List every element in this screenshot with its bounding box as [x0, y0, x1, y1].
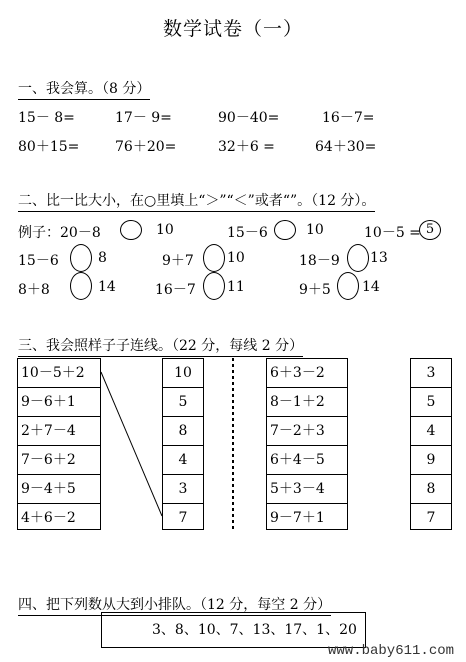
expression-cell[interactable]: 10－5＋2: [18, 359, 100, 388]
page-title: 数学试卷（一）: [162, 18, 303, 40]
number-cell[interactable]: 4: [163, 446, 203, 475]
compare-circle-filled: 5: [419, 220, 441, 240]
compare-right-r2-c1: 14: [98, 279, 116, 295]
section1-heading: 一、我会算。（8 分）: [18, 78, 150, 100]
number-cell[interactable]: 3: [411, 359, 451, 388]
problem-s1-r2-c1: 80＋15=: [18, 139, 80, 155]
problem-s1-r1-c1: 15－ 8=: [18, 110, 75, 126]
example-label: 例子：20－8: [18, 225, 101, 241]
expression-cell[interactable]: 7－2＋3: [267, 417, 347, 446]
compare-left-r2-c1: 8＋8: [18, 282, 50, 298]
expression-cell[interactable]: 4＋6－2: [21, 510, 76, 526]
compare-left-r1-c3: 18－9: [299, 253, 340, 269]
expression-cell[interactable]: 6＋4－5: [267, 446, 347, 475]
right-number-box: [410, 358, 452, 530]
expression-cell[interactable]: 9－7＋1: [270, 510, 325, 526]
compare-left-r1-c2: 9＋7: [162, 253, 194, 269]
expression-cell[interactable]: 9－6＋1: [18, 388, 100, 417]
compare-right-r2-c2: 11: [227, 279, 245, 295]
right-expression-box: [266, 358, 348, 530]
number-cell[interactable]: 10: [163, 359, 203, 388]
number-cell[interactable]: 7: [426, 510, 436, 526]
example-left-3: 10－5 =: [364, 225, 421, 241]
example-left-2: 15－6: [227, 225, 268, 241]
compare-left-r1-c1: 15－6: [18, 253, 59, 269]
compare-right-r2-c3: 14: [362, 279, 380, 295]
problem-s1-r1-c2: 17－ 9=: [115, 110, 172, 126]
section4-heading: 四、把下列数从大到小排队。（12 分，每空 2 分）: [18, 594, 331, 616]
expression-cell[interactable]: 9－4＋5: [18, 475, 100, 504]
number-cell[interactable]: 3: [163, 475, 203, 504]
problem-s1-r1-c4: 16－7=: [322, 110, 375, 126]
number-cell[interactable]: 8: [163, 417, 203, 446]
number-cell[interactable]: 7: [178, 510, 188, 526]
watermark: www.baby611.com: [328, 643, 455, 659]
example-right-2: 10: [306, 222, 324, 238]
expression-cell[interactable]: 2＋7－4: [18, 417, 100, 446]
problem-s1-r2-c2: 76＋20=: [115, 139, 177, 155]
problem-s1-r2-c3: 32＋6 =: [218, 139, 275, 155]
example-right-1: 10: [156, 222, 174, 238]
compare-left-r2-c3: 9＋5: [299, 282, 331, 298]
problem-s1-r2-c4: 64＋30=: [315, 139, 377, 155]
number-cell[interactable]: 5: [411, 388, 451, 417]
expression-cell[interactable]: 7－6＋2: [18, 446, 100, 475]
expression-cell[interactable]: 6＋3－2: [267, 359, 347, 388]
problem-s1-r1-c3: 90－40=: [218, 110, 280, 126]
expression-cell[interactable]: 8－1＋2: [267, 388, 347, 417]
number-sequence-box: [101, 612, 366, 648]
section2-heading: 二、比一比大小，在○里填上“＞”“＜”或者“”。（12 分）。: [18, 190, 375, 212]
number-cell[interactable]: 4: [411, 417, 451, 446]
compare-right-r1-c3: 13: [370, 250, 388, 266]
number-cell[interactable]: 5: [163, 388, 203, 417]
compare-right-r1-c1: 8: [98, 250, 107, 266]
section3-heading: 三、我会照样子子连线。（22 分，每线 2 分）: [18, 335, 303, 357]
number-cell[interactable]: 8: [411, 475, 451, 504]
compare-right-r1-c2: 10: [227, 250, 245, 266]
number-sequence: 3、8、10、7、13、17、1、20: [152, 622, 357, 638]
number-cell[interactable]: 9: [411, 446, 451, 475]
expression-cell[interactable]: 5＋3－4: [267, 475, 347, 504]
compare-left-r2-c2: 16－7: [155, 282, 196, 298]
